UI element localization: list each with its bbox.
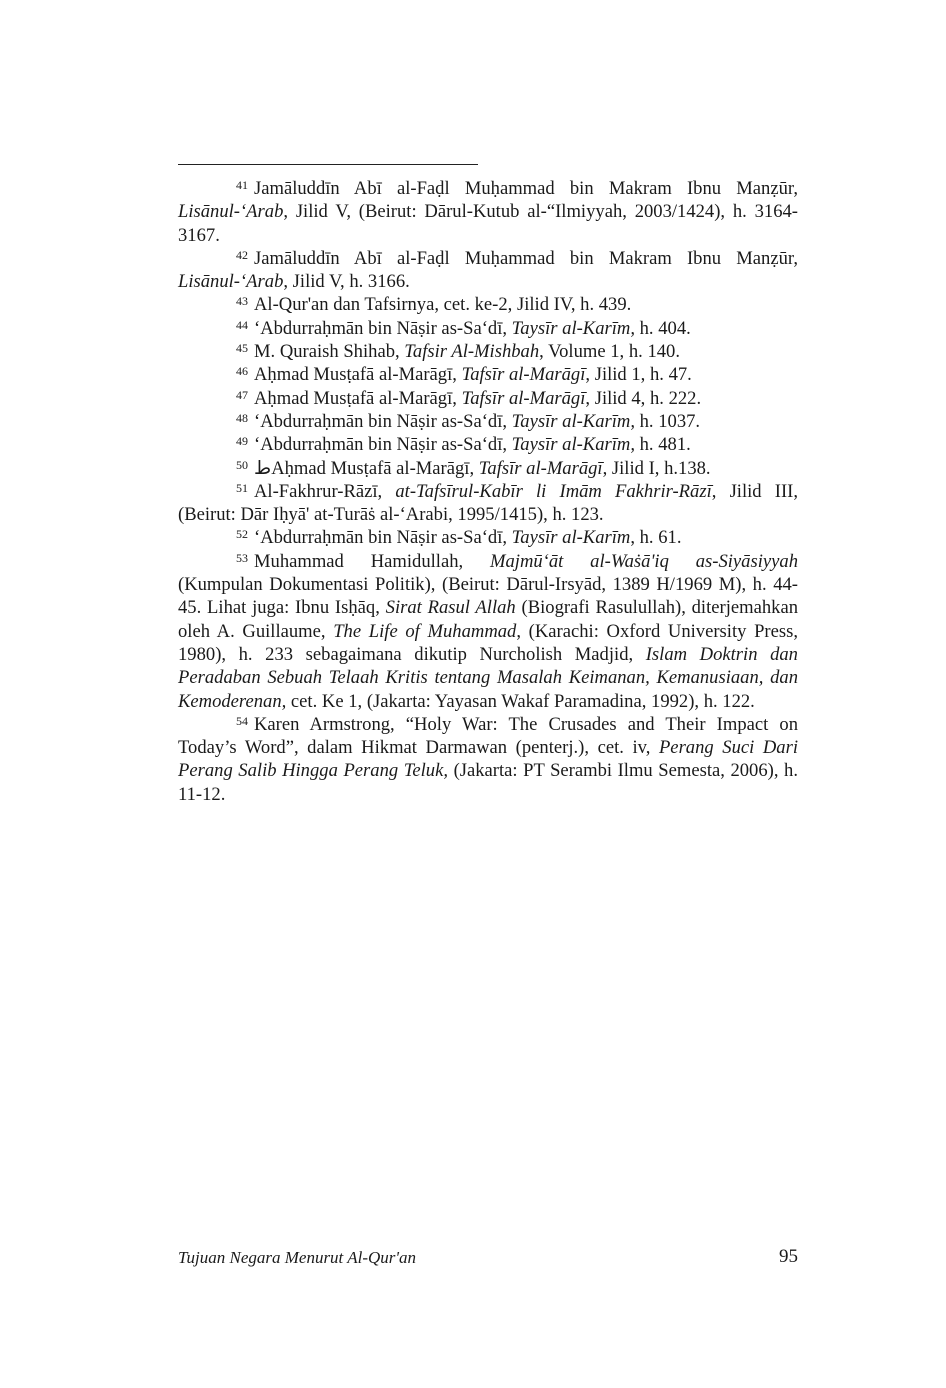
page-number: 95 — [779, 1246, 798, 1267]
footnote-number: 50 — [236, 457, 248, 472]
footnote — [178, 293, 798, 316]
footnote — [178, 363, 798, 386]
footnote-title-italic: Tafsir Al-Mishbah — [404, 341, 540, 363]
footnote — [178, 433, 798, 456]
footnote-title-italic: Taysīr al-Karīm, — [511, 317, 635, 339]
footnote-text: (Biografi Rasulullah), diterjemahkan oleh A. Guillaume, — [178, 597, 798, 642]
footnote — [178, 340, 798, 363]
footnote-title-italic: Tafsīr al-Marāgī — [478, 457, 603, 479]
footnote-text: Aḥmad Musṭafā al-Marāgī, — [254, 364, 462, 386]
footnote — [178, 457, 798, 480]
footnote-number: 49 — [236, 434, 248, 449]
footnote — [178, 526, 798, 549]
footnote-text: h. 481. — [634, 434, 691, 456]
footnote-text: ‘Abdurraḥmān bin Nāṣir as-Sa‘dī, — [254, 434, 512, 456]
footnote-number: 53 — [236, 550, 248, 565]
footnote-text: ط — [254, 457, 272, 479]
footnote-text: , (Karachi: Oxford University Press, 1980), h. 233 sebagaimana dikutip Nurcholish Madjid, — [178, 620, 798, 665]
footnote-text: Muhammad Hamidullah, — [254, 550, 490, 572]
footnote-text: h. 1037. — [634, 410, 701, 432]
footnote — [178, 317, 798, 340]
footnote-text: , Jilid 4, h. 222. — [585, 387, 702, 409]
footnote-text: ‘Abdurraḥmān bin Nāṣir as-Sa‘dī, — [254, 317, 512, 339]
footnote — [178, 387, 798, 410]
footnote-text: h. 404. — [634, 317, 691, 339]
footnote-title-italic: Lisānul-‘Arab — [178, 271, 284, 293]
footnote-number: 47 — [236, 387, 248, 402]
footnote-text: Al-Qur'an dan Tafsirnya, cet. ke-2, Jilid IV, h. 439. — [254, 294, 632, 316]
footnote — [178, 480, 798, 527]
footnote-title-italic: at-Tafsīrul-Kabīr li Imām Fakhrir-Rāzī — [395, 480, 712, 502]
footnote-text: Jamāluddīn Abī al-Faḍl Muḥammad bin Makram Ibnu Manẓūr, — [254, 178, 798, 199]
footnote-number: 54 — [236, 713, 248, 728]
footnote-number: 52 — [236, 527, 248, 542]
footnotes-section — [178, 177, 798, 806]
footnote-text: , Volume 1, h. 140. — [539, 341, 680, 363]
footnote-text: ‘Abdurraḥmān bin Nāṣir as-Sa‘dī, — [254, 527, 512, 549]
footnote-number: 43 — [236, 294, 248, 309]
footnote-number: 42 — [236, 247, 248, 262]
footnote-text: Aḥmad Musṭafā al-Marāgī, — [254, 387, 462, 409]
footnote-text: , Jilid I, h.138. — [602, 457, 711, 479]
footnote — [178, 550, 798, 713]
footnote-number: 51 — [236, 480, 248, 495]
footnote-title-italic: Majmū‘āt al-Waṡā'iq as-Siyāsiyyah — [490, 550, 798, 572]
footnote-number: 48 — [236, 410, 248, 425]
footnote-text: (Jakarta: PT Serambi Ilmu Semesta, 2006), h. 11-12. — [178, 760, 798, 805]
footnote-separator — [178, 164, 478, 165]
footnote-number: 45 — [236, 341, 248, 356]
footnote-text: ‘Abdurraḥmān bin Nāṣir as-Sa‘dī, — [254, 410, 512, 432]
footnote-title-italic: Lisānul-‘Arab — [178, 201, 284, 223]
footnote — [178, 713, 798, 806]
footnote — [178, 177, 798, 247]
footnote-text: Karen Armstrong, “Holy War: The Crusades and Their Impact on Today’s Word”, dalam Hikmat Darmawan (penterj.), cet. iv, — [178, 713, 798, 759]
footnote-text: , Jilid 1, h. 47. — [585, 364, 692, 386]
footnote-text: , Jilid V, (Beirut: Dārul-Kutub al-“Ilmiyyah, 2003/1424), h. 3164-3167. — [178, 201, 798, 246]
footnote-number: 41 — [236, 178, 248, 192]
footnote-number: 44 — [236, 317, 248, 332]
footnote-title-italic: Sirat Rasul Allah — [385, 597, 516, 619]
footnote-text: Jamāluddīn Abī al-Faḍl Muḥammad bin Makram Ibnu Manẓūr, — [254, 247, 798, 269]
footnote-title-italic: Taysīr al-Karīm, — [511, 410, 635, 432]
footnote-title-italic: Tafsīr al-Marāgī — [461, 364, 586, 386]
footnote — [178, 410, 798, 433]
footnote-text: Aḥmad Musṭafā al-Marāgī, — [271, 457, 479, 479]
footnote-title-italic: Taysīr al-Karīm, — [511, 434, 635, 456]
footnote-text: M. Quraish Shihab, — [254, 341, 405, 363]
footnote-title-italic: Taysīr al-Karīm — [511, 527, 631, 549]
footnote-title-italic: Islam Doktrin dan Peradaban Sebuah Telaah Kritis tentang Masalah Keimanan, Kemanusiaan, dan Kemoderenan, — [178, 643, 798, 712]
footnote-title-italic: The Life of Muhammad — [333, 620, 517, 642]
footnote-text: (Kumpulan Dokumentasi Politik), (Beirut: Dārul-Irsyād, 1389 H/1969 M), h. 44-45. Lihat juga: Ibnu Isḥāq, — [178, 574, 798, 619]
footnote-text: Al-Fakhrur-Rāzī, — [254, 480, 396, 502]
footnote-number: 46 — [236, 364, 248, 379]
footnote-text: , Jilid III, (Beirut: Dār Iḥyā' at-Turāṡ al-‘Arabi, 1995/1415), h. 123. — [178, 480, 799, 526]
footnote — [178, 247, 798, 294]
footnote-text: , h. 61. — [630, 527, 682, 549]
running-footer-title: Tujuan Negara Menurut Al-Qur'an — [178, 1248, 417, 1267]
footnote-title-italic: Perang Suci Dari Perang Salib Hingga Perang Teluk, — [178, 737, 798, 782]
footnote-text: , Jilid V, h. 3166. — [283, 271, 410, 293]
footnote-title-italic: Tafsīr al-Marāgī — [461, 387, 586, 409]
footnote-text: cet. Ke 1, (Jakarta: Yayasan Wakaf Paramadina, 1992), h. 122. — [286, 690, 755, 712]
